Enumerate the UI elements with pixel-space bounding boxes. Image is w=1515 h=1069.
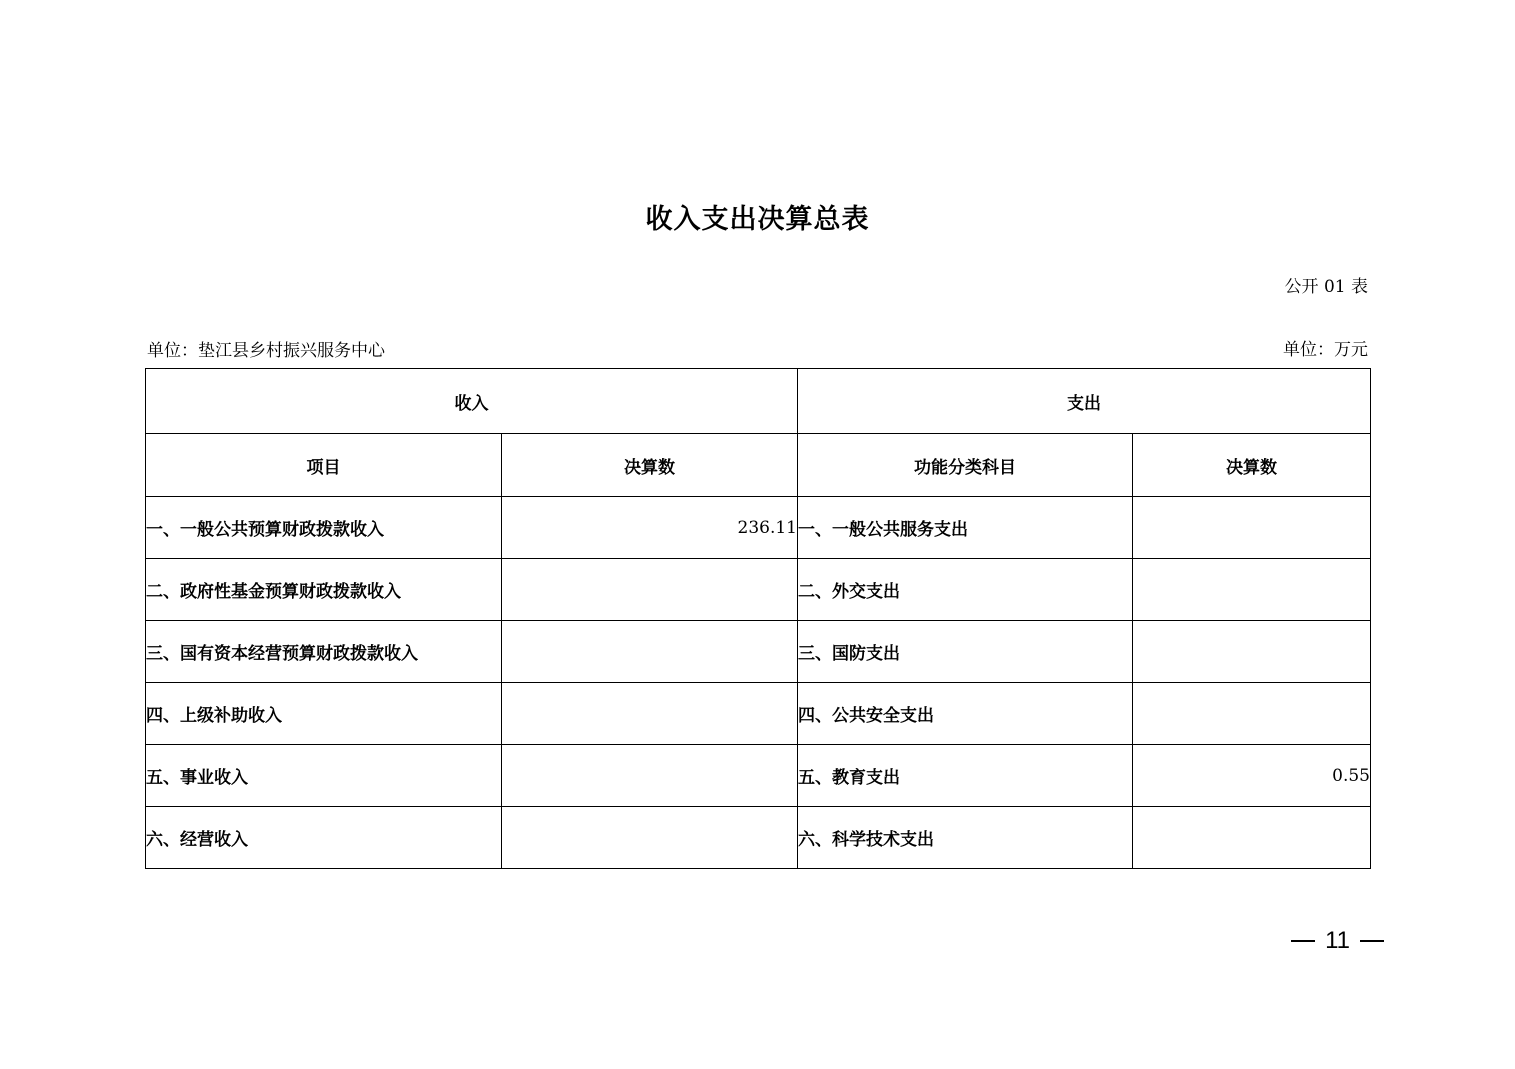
organization-unit: 单位：垫江县乡村振兴服务中心 [147,341,385,361]
table-row [146,621,1371,683]
income-item: 一、一般公共预算财政拨款收入 [146,497,502,559]
table-row [146,559,1371,621]
expense-item: 五、教育支出 [798,745,1133,807]
page-number-dash-left [1291,940,1315,942]
income-item: 三、国有资本经营预算财政拨款收入 [146,621,502,683]
column-header-income-amount: 决算数 [502,434,798,497]
income-group-header: 收入 [146,369,798,434]
expense-amount [1133,807,1371,869]
column-header-item: 项目 [146,434,502,497]
column-header-function: 功能分类科目 [798,434,1133,497]
table-row [146,745,1371,807]
page-title: 收入支出决算总表 [645,204,870,235]
income-amount [502,745,798,807]
income-item: 四、上级补助收入 [146,683,502,745]
income-amount: 236.11 [502,497,798,559]
expense-amount: 0.55 [1133,745,1371,807]
page-number-value: 11 [1325,927,1350,954]
expense-amount [1133,497,1371,559]
income-amount [502,559,798,621]
table-row [146,683,1371,745]
column-header-expense-amount: 决算数 [1133,434,1371,497]
column-header-row [146,434,1371,497]
income-amount [502,683,798,745]
expense-amount [1133,621,1371,683]
expense-item: 四、公共安全支出 [798,683,1133,745]
expense-group-header: 支出 [798,369,1371,434]
expense-item: 二、外交支出 [798,559,1133,621]
page-number-dash-right [1360,940,1384,942]
income-amount [502,621,798,683]
expense-amount [1133,683,1371,745]
income-item: 六、经营收入 [146,807,502,869]
expense-amount [1133,559,1371,621]
expense-item: 三、国防支出 [798,621,1133,683]
income-expense-table [145,368,1371,869]
income-item: 五、事业收入 [146,745,502,807]
page-number [1291,926,1384,956]
table-row [146,497,1371,559]
table-row [146,807,1371,869]
group-header-row [146,369,1371,434]
expense-item: 一、一般公共服务支出 [798,497,1133,559]
currency-unit: 单位：万元 [1283,340,1368,360]
income-amount [502,807,798,869]
income-item: 二、政府性基金预算财政拨款收入 [146,559,502,621]
form-code: 公开 01 表 [1284,277,1368,297]
expense-item: 六、科学技术支出 [798,807,1133,869]
